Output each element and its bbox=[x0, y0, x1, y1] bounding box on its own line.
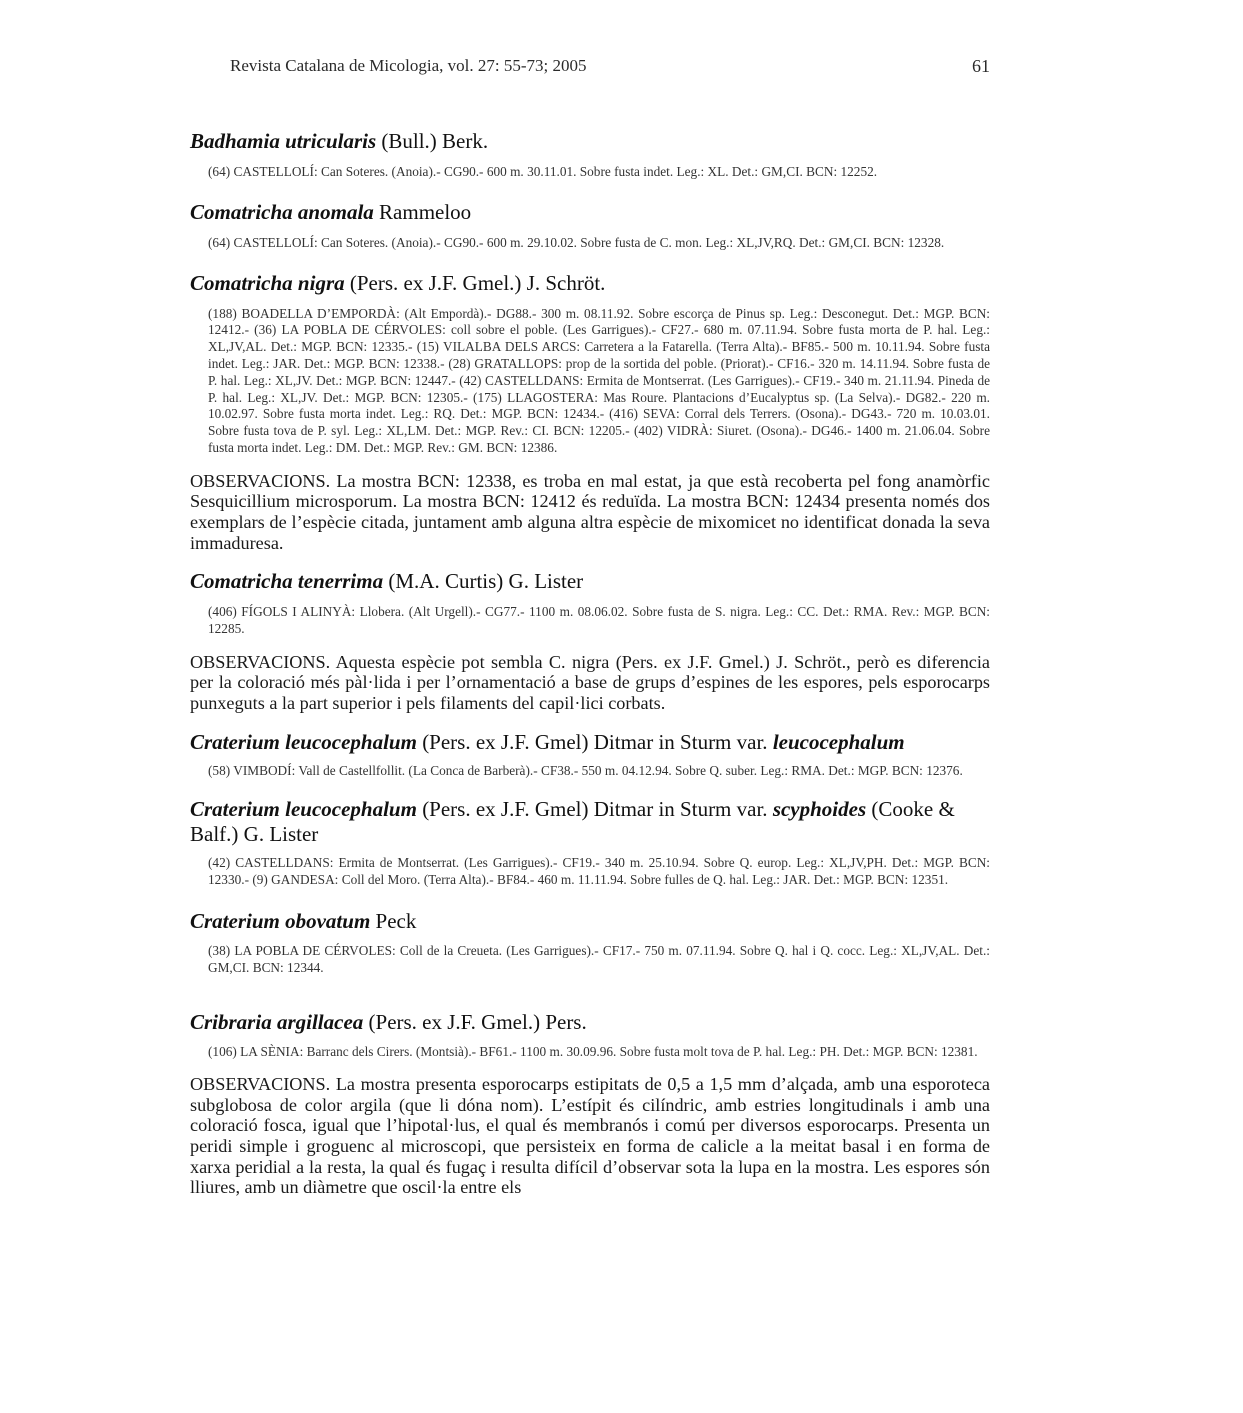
specimen-record: (58) VIMBODÍ: Vall de Castellfollit. (La Conca de Barberà).- CF38.- 550 m. 04.12.94. Sobre Q. suber. Leg.: RMA. Det.: MGP. BCN: 12376. bbox=[208, 762, 963, 778]
journal-page bbox=[190, 56, 990, 1198]
species-name: Cribraria argillacea bbox=[190, 1009, 364, 1034]
variety-author: (Cooke & Balf.) G. Lister bbox=[190, 797, 955, 847]
specimen-record: (64) CASTELLOLÍ: Can Soteres. (Anoia).- CG90.- 600 m. 29.10.02. Sobre fusta de C. mon. Leg.: XL,JV,RQ. Det.: GM,CI. BCN: 12328. bbox=[208, 234, 945, 250]
species-author: (M.A. Curtis) G. Lister bbox=[388, 569, 584, 594]
page-number: 61 bbox=[972, 56, 990, 76]
species-heading bbox=[190, 909, 990, 934]
species-name: Craterium leucocephalum bbox=[190, 797, 417, 822]
species-author: (Bull.) Berk. bbox=[381, 129, 489, 153]
species-author: (Pers. ex J.F. Gmel.) J. Schröt. bbox=[349, 270, 606, 295]
observation-paragraph: OBSERVACIONS. Aquesta espècie pot sembla C. nigra (Pers. ex J.F. Gmel.) J. Schröt., però es diferencia per la coloració més pàl·lida i per l’ornamentació a base de grups d’espines de les espores, pels esporocarps punxeguts a la part superior i pels filaments del capil·lici corbats. bbox=[190, 651, 990, 713]
observation-paragraph: OBSERVACIONS. La mostra presenta esporocarps estipitats de 0,5 a 1,5 mm d’alçada, amb una esporoteca subglobosa de color argila (que li dóna nom). L’estípit és cilíndric, amb estries longitudinals i amb una coloració fosca, igual que l’hipotal·lus, el qual és membranós i comú per diversos esporocarps. Presenta un peridi simple i groguenc al microscopi, que persisteix en forma de calicle a la meitat basal i en forma de xarxa peridial a la resta, la qual és fugaç i resulta difícil d’observar sota la lupa en la mostra. Les espores són lliures, amb un diàmetre que oscil·la entre els bbox=[190, 1074, 990, 1198]
specimen-record: (106) LA SÈNIA: Barranc dels Cirers. (Montsià).- BF61.- 1100 m. 30.09.96. Sobre fusta molt tova de P. hal. Leg.: PH. Det.: MGP. BCN: 12381. bbox=[208, 1043, 978, 1059]
species-author: Rammeloo bbox=[379, 199, 472, 224]
specimen-record: (188) BOADELLA D’EMPORDÀ: (Alt Empordà).- DG88.- 300 m. 08.11.92. Sobre escorça de Pinus sp. Leg.: Desconegut. Det.: MGP. BCN: 12412.- (36) LA POBLA DE CÉRVOLES: coll sobre el poble. (Les Garrigues).- CF27.- 680 m. 07.11.94. Sobre fusta morta de P. hal. Leg.: XL,JV,AL. Det.: MGP. BCN: 12335.- (15) VILALBA DELS ARCS: Carretera a la Fatarella. (Terra Alta).- BF85.- 500 m. 10.11.94. Sobre fusta indet. Leg.: JAR. Det.: MGP. BCN: 12338.- (28) GRATALLOPS: prop de la sortida del poble. (Priorat).- CF16.- 320 m. 14.11.94. Sobre fusta de P. hal. Leg.: XL,JV. Det.: MGP. BCN: 12447.- (42) CASTELLDANS: Ermita de Montserrat. (Les Garrigues).- CF19.- 340 m. 21.11.94. Pineda de P. hal. Leg.: XL,JV. Det.: MGP. BCN: 12305.- (175) LLAGOSTERA: Mas Roure. Plantacions d’Eucalyptus sp. (La Selva).- DG82.- 220 m. 10.02.97. Sobre fusta morta indet. Leg.: RQ. Det.: MGP. BCN: 12434.- (416) SEVA: Corral dels Terrers. (Osona).- DG43.- 720 m. 10.03.01. Sobre fusta tova de P. syl. Leg.: XL,LM. Det.: MGP. Rev.: CI. BCN: 12205.- (402) VIDRÀ: Siuret. (Osona).- DG46.- 1400 m. 21.06.04. Sobre fusta morta indet. Leg.: DM. Det.: MGP. Rev.: GM. BCN: 12386. bbox=[208, 305, 990, 455]
species-author: (Pers. ex J.F. Gmel) Ditmar in Sturm var. bbox=[422, 729, 768, 754]
running-header bbox=[190, 56, 990, 86]
species-author: (Pers. ex J.F. Gmel.) Pers. bbox=[368, 1009, 587, 1034]
species-author: (Pers. ex J.F. Gmel) Ditmar in Sturm var. bbox=[422, 797, 768, 822]
journal-citation: Revista Catalana de Micologia, vol. 27: 55-73; 2005 bbox=[230, 56, 587, 75]
species-author: Peck bbox=[375, 908, 417, 933]
specimen-record: (64) CASTELLOLÍ: Can Soteres. (Anoia).- CG90.- 600 m. 30.11.01. Sobre fusta indet. Leg.: XL. Det.: GM,CI. BCN: 12252. bbox=[208, 164, 878, 179]
species-name: Comatricha tenerrima bbox=[190, 569, 384, 594]
species-heading bbox=[190, 271, 990, 296]
species-name: Craterium obovatum bbox=[190, 908, 371, 933]
specimen-record: (42) CASTELLDANS: Ermita de Montserrat. (Les Garrigues).- CF19.- 340 m. 25.10.94. Sobre Q. europ. Leg.: XL,JV,PH. Det.: MGP. BCN: 12330.- (9) GANDESA: Coll del Moro. (Terra Alta).- BF84.- 460 m. 11.11.94. Sobre fulles de Q. hal. Leg.: JAR. Det.: MGP. BCN: 12351. bbox=[208, 855, 990, 888]
species-heading bbox=[190, 1010, 990, 1035]
species-name: Craterium leucocephalum bbox=[190, 729, 417, 754]
species-heading bbox=[190, 730, 990, 755]
species-heading bbox=[190, 569, 990, 594]
variety-name: scyphoides bbox=[772, 797, 867, 822]
species-name: Comatricha anomala bbox=[190, 199, 374, 224]
species-heading bbox=[190, 797, 990, 847]
species-heading bbox=[190, 200, 990, 225]
specimen-record: (406) FÍGOLS I ALINYÀ: Llobera. (Alt Urgell).- CG77.- 1100 m. 08.06.02. Sobre fusta de S. nigra. Leg.: CC. Det.: RMA. Rev.: MGP. BCN: 12285. bbox=[208, 604, 990, 636]
variety-name: leucocephalum bbox=[772, 729, 905, 754]
observation-paragraph: OBSERVACIONS. La mostra BCN: 12338, es troba en mal estat, ja que està recoberta pel fong anamòrfic Sesquicillium microsporum. La mostra BCN: 12412 és reduïda. La mostra BCN: 12434 presenta només dos exemplars de l’espècie citada, juntament amb alguna altra espècie de mixomicet no identificat donada la seva immaduresa. bbox=[190, 470, 990, 553]
species-heading bbox=[190, 129, 990, 154]
species-name: Comatricha nigra bbox=[190, 270, 345, 295]
specimen-record: (38) LA POBLA DE CÉRVOLES: Coll de la Creueta. (Les Garrigues).- CF17.- 750 m. 07.11.94. Sobre Q. hal i Q. cocc. Leg.: XL,JV,AL. Det.: GM,CI. BCN: 12344. bbox=[208, 942, 990, 975]
species-name: Badhamia utricularis bbox=[190, 129, 377, 153]
